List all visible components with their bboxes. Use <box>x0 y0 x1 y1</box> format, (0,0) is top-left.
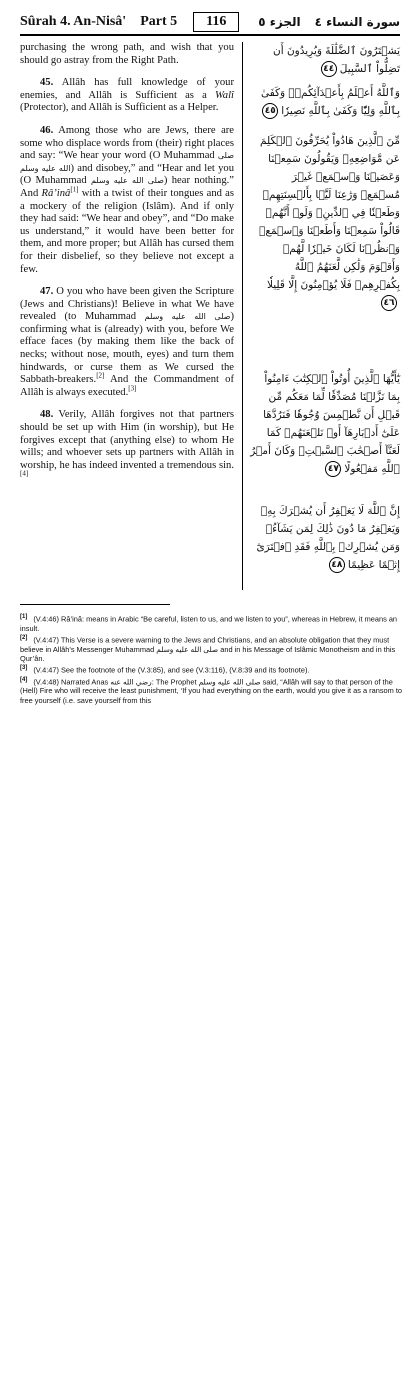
footnote-marker: [3] <box>20 664 28 671</box>
footnote-marker: [2] <box>20 634 28 641</box>
verse-number: 45. <box>40 77 54 89</box>
verse-text: ) and disobey,” and “Hear and let you (O Muhammad <box>20 162 234 187</box>
verse-text: Verily, Allâh forgives not that partners should be set up with Him (in worship), but He forgives except that (anything else) to whom He wills; and whoever sets up partners with Allâh in worship, he has indeed invented a tremendous sin. <box>20 409 234 471</box>
arabic-verse-46 <box>250 132 400 312</box>
verse-48 <box>20 409 234 485</box>
footnote-ref-4[interactable]: [4] <box>20 469 29 478</box>
content-columns <box>20 42 400 590</box>
arabic-text: يَشۡتَرُونَ ٱلضَّلَٰلَةَ وَيُرِيدُونَ أَن تَضِلُّواْ ٱلسَّبِيلَ <box>272 45 400 75</box>
salutation: صلى الله عليه وسلم <box>144 312 231 322</box>
verse-number: 48. <box>40 409 54 421</box>
verse-text: Allâh has full knowledge of your enemies, and Allâh is Sufficient as a <box>20 77 234 101</box>
page-header <box>20 10 400 36</box>
verse-47 <box>20 286 234 399</box>
verse-45 <box>20 77 234 115</box>
arabic-text: إِنَّ ٱللَّهَ لَا يَغۡفِرُ أَن يُشۡرَكَ بِهِۦ وَيَغۡفِرُ مَا دُونَ ذَٰلِكَ لِمَن يَشَآءُۚ وَمَن يُشۡرِكۡ بِٱللَّهِ فَقَدِ ٱفۡتَرَىٰٓ إِثۡمًا عَظِيمًا <box>256 505 400 571</box>
ayah-number-icon: ٤٦ <box>381 295 397 311</box>
arabic-verse-44 <box>250 42 400 78</box>
footnote-text: (V.4:48) Narrated Anas رضي الله عنه: The Prophet صلى الله عليه وسلم said, “Allâh will say to that person of the (Hell) Fire who will receive the least punishment, ‘If you had everything on the earth, would you give it as a ransom to free yourself (i.e. save yourself from this <box>20 677 403 705</box>
verse-text: (Protector), and Allâh is Sufficient as a Helper. <box>20 102 219 114</box>
page-number: 116 <box>193 12 239 32</box>
verse-text: Among those who are Jews, there are some who displace words from (their) right places and say: “We hear your word (O Muhammad <box>20 124 234 162</box>
surah-title: Sûrah 4. An-Nisâ' <box>20 14 127 29</box>
salutation: صلى الله عليه وسلم <box>90 176 164 186</box>
footnote-marker: [1] <box>20 614 28 620</box>
footnote-2 <box>20 634 404 663</box>
english-column <box>20 42 242 590</box>
verse-46 <box>20 125 234 276</box>
verse-text: And the Commandment of Allâh is always executed. <box>20 374 234 398</box>
verse-text: ) hear nothing.” And <box>20 175 234 199</box>
footnote-text: (V.4:46) Râ’inâ: means in Arabic “Be careful, listen to us, and we listen to you”, whereas in Hebrew, it means an insult. <box>20 614 398 633</box>
arabic-text: وَٱللَّهُ أَعۡلَمُ بِأَعۡدَآئِكُمۡۚ وَكَفَىٰ بِٱللَّهِ وَلِيّٗا وَكَفَىٰ بِٱللَّهِ نَصِيرٗا <box>260 87 400 117</box>
verse-number: 46. <box>40 124 54 136</box>
verse-text: ) confirming what is (already) with you, before We efface faces (by making them like the back of necks; without nose, mouth, eyes) and turn them hindwards, or curse them as We cursed the Sabbath-breakers. <box>20 311 235 386</box>
footnote-4 <box>20 676 404 705</box>
footnote-ref-2[interactable]: [2] <box>96 371 105 380</box>
arabic-text: يَٰٓأَيُّهَا ٱلَّذِينَ أُوتُواْ ٱلۡكِتَٰبَ ءَامِنُواْ بِمَا نَزَّلۡنَا مُصَدِّقٗا لِّمَا مَعَكُم مِّن قَبۡلِ أَن نَّطۡمِسَ وُجُوهٗا فَنَرُدَّهَا عَلَىٰٓ أَدۡبَارِهَآ أَوۡ نَلۡعَنَهُمۡ كَمَا لَعَنَّآ أَصۡحَٰبَ ٱلسَّبۡتِۚ وَكَانَ أَمۡرُ ٱللَّهِ مَفۡعُولًا <box>250 373 400 475</box>
arabic-verse-45 <box>250 84 400 120</box>
arabic-verse-47 <box>250 370 400 478</box>
footnote-text: (V.4:47) This Verse is a severe warning to the Jews and Christians, and an absolute obligation that they must believe in Allâh’s Messenger Muhammad صلى الله عليه وسلم and in his Message of Islâmic Monotheism and in this Qur’ân. <box>20 635 396 663</box>
footnote-ref-3[interactable]: [3] <box>128 384 137 393</box>
arabic-text: مِّنَ ٱلَّذِينَ هَادُواْ يُحَرِّفُونَ ٱلۡكَلِمَ عَن مَّوَاضِعِهِۦ وَيَقُولُونَ سَمِعۡنَا وَعَصَيۡنَا وَٱسۡمَعۡ غَيۡرَ مُسۡمَعٖ وَرَٰعِنَا لَيَّۢا بِأَلۡسِنَتِهِمۡ وَطَعۡنٗا فِي ٱلدِّينِۚ وَلَوۡ أَنَّهُمۡ قَالُواْ سَمِعۡنَا وَأَطَعۡنَا وَٱسۡمَعۡ وَٱنظُرۡنَا لَكَانَ خَيۡرٗا لَّهُمۡ وَأَقۡوَمَ وَلَٰكِن لَّعَنَهُمُ ٱللَّهُ بِكُفۡرِهِمۡ فَلَا يُؤۡمِنُونَ إِلَّا قَلِيلٗا <box>259 135 400 291</box>
term-wali: Walî <box>214 89 234 101</box>
juz-arabic: الجزء ٥ <box>258 15 301 29</box>
term-raina: Râ’inâ <box>41 187 71 199</box>
footnote-rule <box>20 604 170 605</box>
footnote-ref-1[interactable]: [1] <box>70 185 79 194</box>
verse-44-continuation: purchasing the wrong path, and wish that you should go astray from the Right Path. <box>20 42 234 66</box>
surah-arabic: سورة النساء ٤ <box>314 15 400 29</box>
arabic-verse-48 <box>250 502 400 574</box>
verse-text: O you who have been given the Scripture (Jews and Christians)! Believe in what We have revealed (to Muhammad <box>20 286 234 323</box>
arabic-column <box>243 42 400 590</box>
footnote-3 <box>20 664 404 675</box>
verse-text: with a twist of their tongues and as a mockery of the religion (Islâm). And if only they had said: “We hear and obey”, and “Do make us understand,” it would have been better for them, and more proper; but Allâh has cursed them for their disbelief, so they believe not except a few. <box>20 187 234 275</box>
ayah-number-icon: ٤٥ <box>262 103 278 119</box>
page <box>20 10 403 706</box>
ayah-number-icon: ٤٤ <box>321 61 337 77</box>
footnote-1 <box>20 613 404 633</box>
salutation: صلى الله عليه وسلم <box>20 151 234 173</box>
footnotes <box>20 613 404 705</box>
header-right <box>258 15 400 29</box>
footnote-marker: [4] <box>20 676 28 683</box>
part-label: Part 5 <box>140 14 178 29</box>
ayah-number-icon: ٤٧ <box>325 461 341 477</box>
header-left <box>20 12 239 32</box>
verse-number: 47. <box>40 286 54 298</box>
ayah-number-icon: ٤٨ <box>329 557 345 573</box>
footnote-text: (V.4:47) See the footnote of the (V.3:85), and see (V.3:116), (V.8:39 and its footnote). <box>33 665 310 675</box>
